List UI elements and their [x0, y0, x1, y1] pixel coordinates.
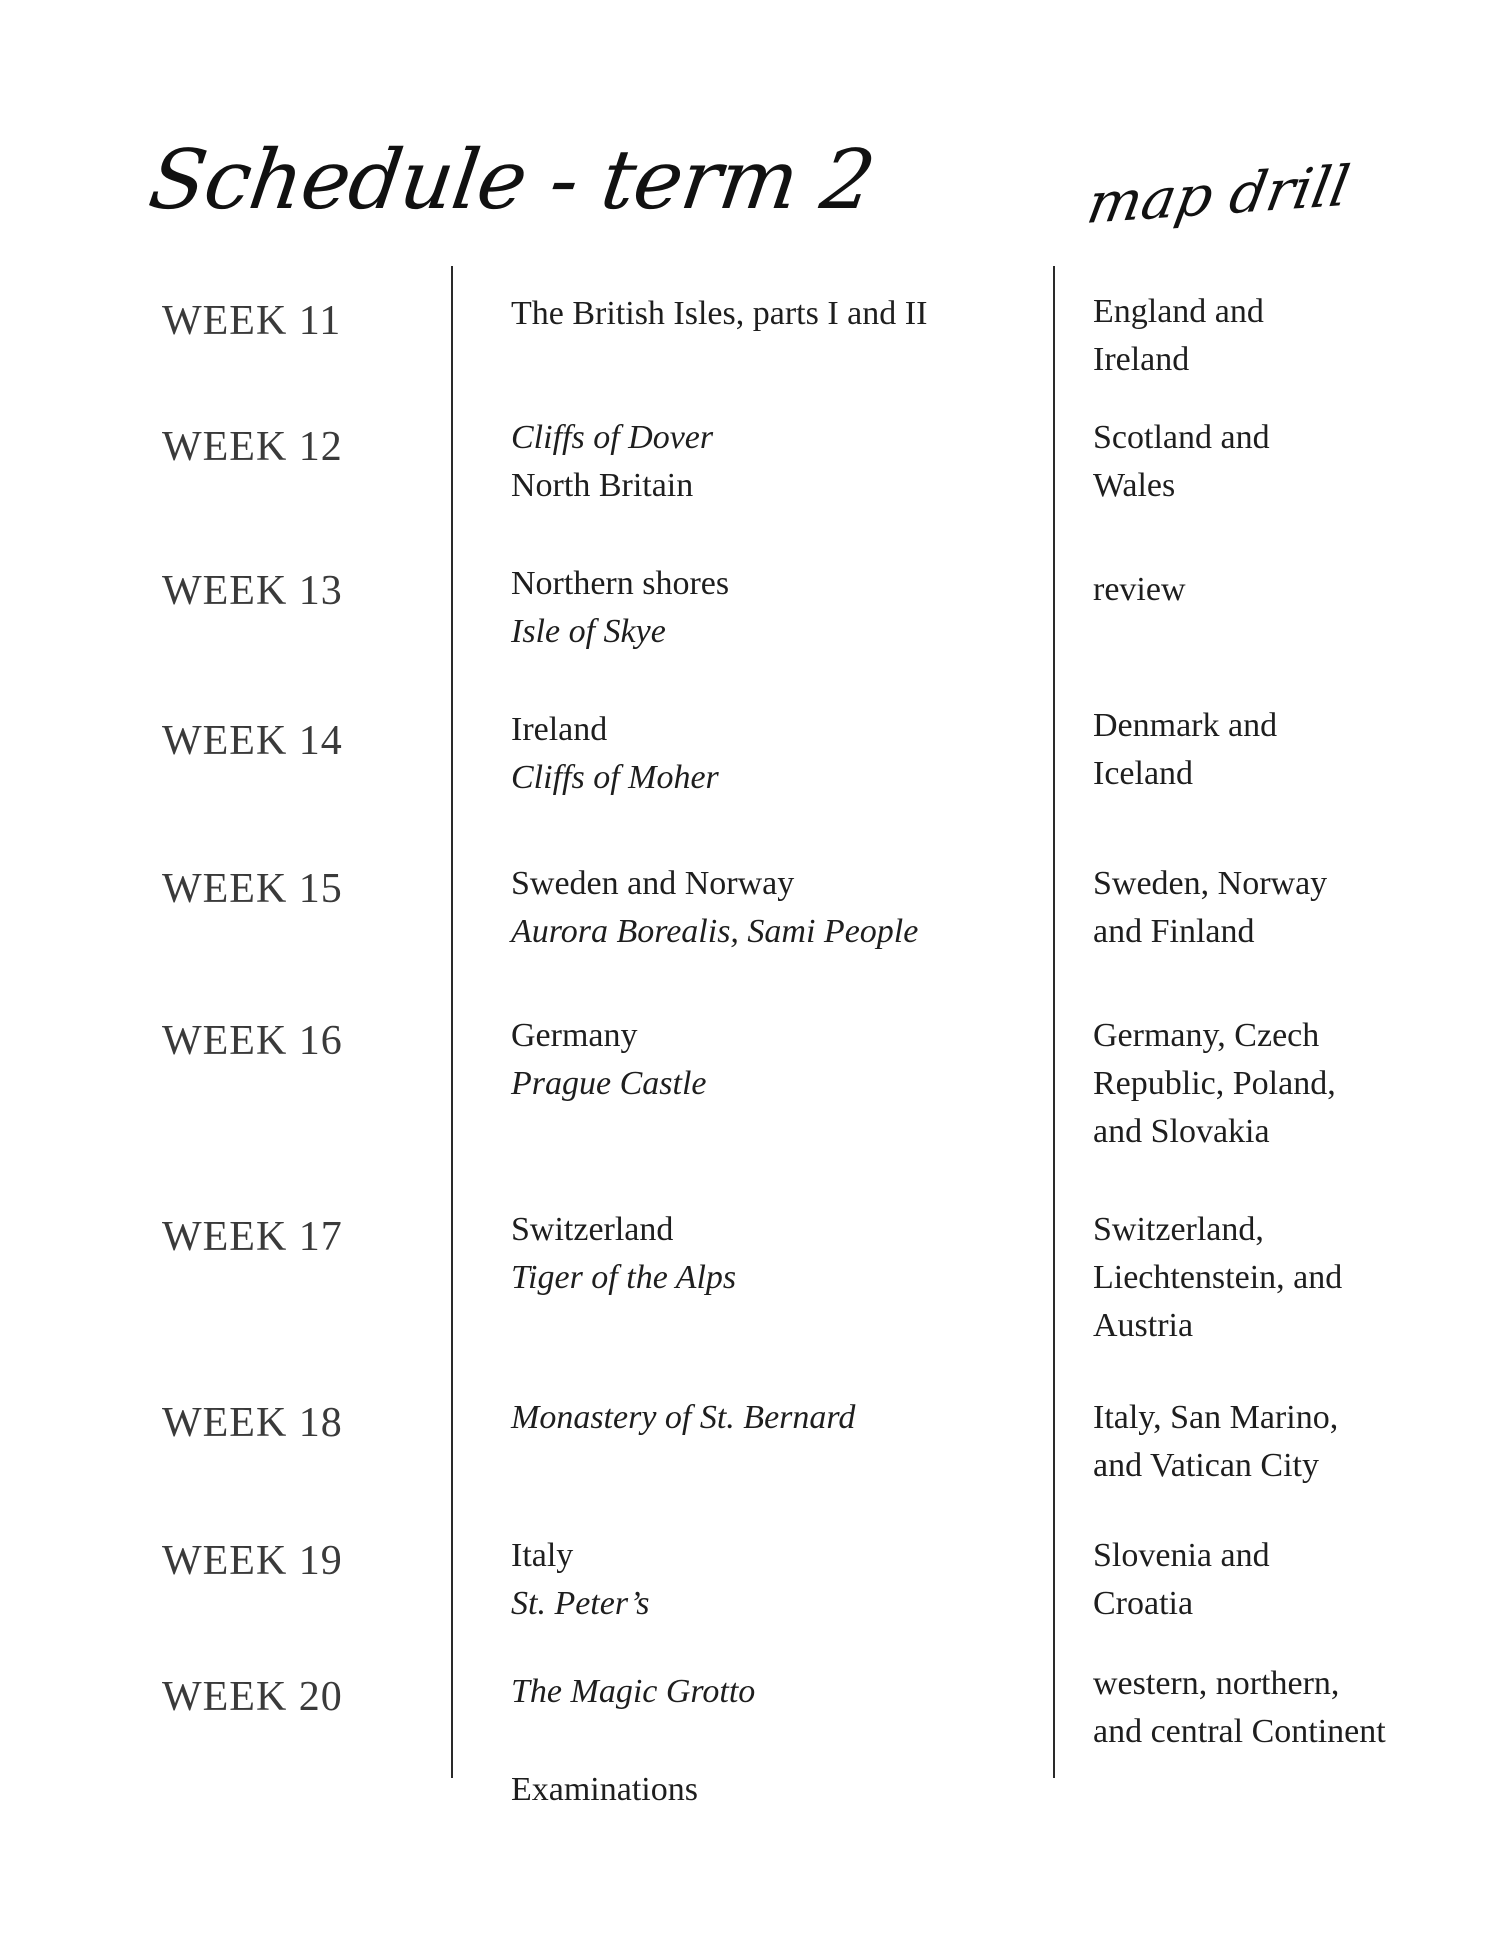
map-drill-line: Switzerland,	[1093, 1211, 1264, 1248]
week-label: WEEK 20	[162, 1674, 343, 1720]
map-drill-line: Italy, San Marino,	[1093, 1399, 1339, 1436]
column-divider-left	[451, 266, 453, 1778]
week-label: WEEK 14	[162, 718, 343, 764]
examinations-label: Examinations	[511, 1771, 698, 1808]
column-divider-right	[1053, 266, 1055, 1778]
reading-line: Switzerland	[511, 1211, 674, 1248]
map-drill-line: Wales	[1093, 467, 1176, 504]
page-title: Schedule - term 2	[143, 133, 880, 228]
reading-line: Aurora Borealis, Sami People	[511, 913, 919, 950]
week-label: WEEK 15	[162, 866, 343, 912]
map-drill-line: Scotland and	[1093, 419, 1270, 456]
reading-cell	[511, 1012, 706, 1108]
map-drill-cell	[1093, 1012, 1336, 1156]
week-label: WEEK 17	[162, 1214, 343, 1260]
week-label: WEEK 19	[162, 1538, 343, 1584]
reading-line: Northern shores	[511, 565, 730, 602]
reading-line: Italy	[511, 1537, 574, 1574]
map-drill-line: Denmark and	[1093, 707, 1278, 744]
reading-cell	[511, 1668, 755, 1716]
reading-cell	[511, 860, 918, 956]
reading-cell	[511, 1532, 650, 1628]
reading-line: The Magic Grotto	[511, 1673, 756, 1710]
reading-line: Isle of Skye	[511, 613, 666, 650]
reading-line: Cliffs of Dover	[511, 419, 714, 456]
reading-cell	[511, 290, 927, 338]
map-drill-line: Slovenia and	[1093, 1537, 1270, 1574]
reading-line: Monastery of St. Bernard	[511, 1399, 856, 1436]
map-drill-line: western, northern,	[1093, 1665, 1340, 1702]
map-drill-cell	[1093, 860, 1327, 956]
map-drill-cell	[1093, 566, 1186, 614]
reading-cell	[511, 1206, 736, 1302]
reading-cell	[511, 414, 713, 510]
map-drill-line: and central Continent	[1093, 1713, 1386, 1750]
map-drill-line: and Vatican City	[1093, 1447, 1319, 1484]
reading-cell	[511, 1394, 855, 1442]
week-label: WEEK 11	[162, 298, 342, 344]
map-drill-line: Croatia	[1093, 1585, 1194, 1622]
reading-cell	[511, 706, 719, 802]
map-drill-line: Liechtenstein, and	[1093, 1259, 1343, 1296]
reading-line: Ireland	[511, 711, 608, 748]
map-drill-line: and Slovakia	[1093, 1113, 1270, 1150]
reading-line: St. Peter’s	[511, 1585, 650, 1622]
map-drill-line: review	[1093, 571, 1186, 608]
map-drill-cell	[1093, 288, 1264, 384]
map-drill-line: Republic, Poland,	[1093, 1065, 1336, 1102]
reading-line: The British Isles, parts I and II	[511, 295, 928, 332]
map-drill-cell	[1093, 1394, 1338, 1490]
week-label: WEEK 12	[162, 424, 343, 470]
map-drill-line: Iceland	[1093, 755, 1194, 792]
week-label: WEEK 16	[162, 1018, 343, 1064]
map-drill-line: Sweden, Norway	[1093, 865, 1328, 902]
map-drill-line: Austria	[1093, 1307, 1194, 1344]
map-drill-cell	[1093, 1660, 1386, 1756]
reading-line: Tiger of the Alps	[511, 1259, 737, 1296]
map-drill-cell	[1093, 1532, 1270, 1628]
reading-line: Germany	[511, 1017, 638, 1054]
reading-line: North Britain	[511, 467, 694, 504]
week-label: WEEK 13	[162, 568, 343, 614]
reading-line: Cliffs of Moher	[511, 759, 719, 796]
map-drill-line: Ireland	[1093, 341, 1190, 378]
week-label: WEEK 18	[162, 1400, 343, 1446]
map-drill-cell	[1093, 702, 1277, 798]
reading-cell	[511, 560, 729, 656]
map-drill-line: England and	[1093, 293, 1264, 330]
map-drill-cell	[1093, 1206, 1342, 1350]
map-drill-line: Germany, Czech	[1093, 1017, 1320, 1054]
reading-line: Sweden and Norway	[511, 865, 795, 902]
map-drill-line: and Finland	[1093, 913, 1255, 950]
reading-line: Prague Castle	[511, 1065, 707, 1102]
map-drill-cell	[1093, 414, 1270, 510]
map-drill-heading: map drill	[1082, 154, 1355, 237]
